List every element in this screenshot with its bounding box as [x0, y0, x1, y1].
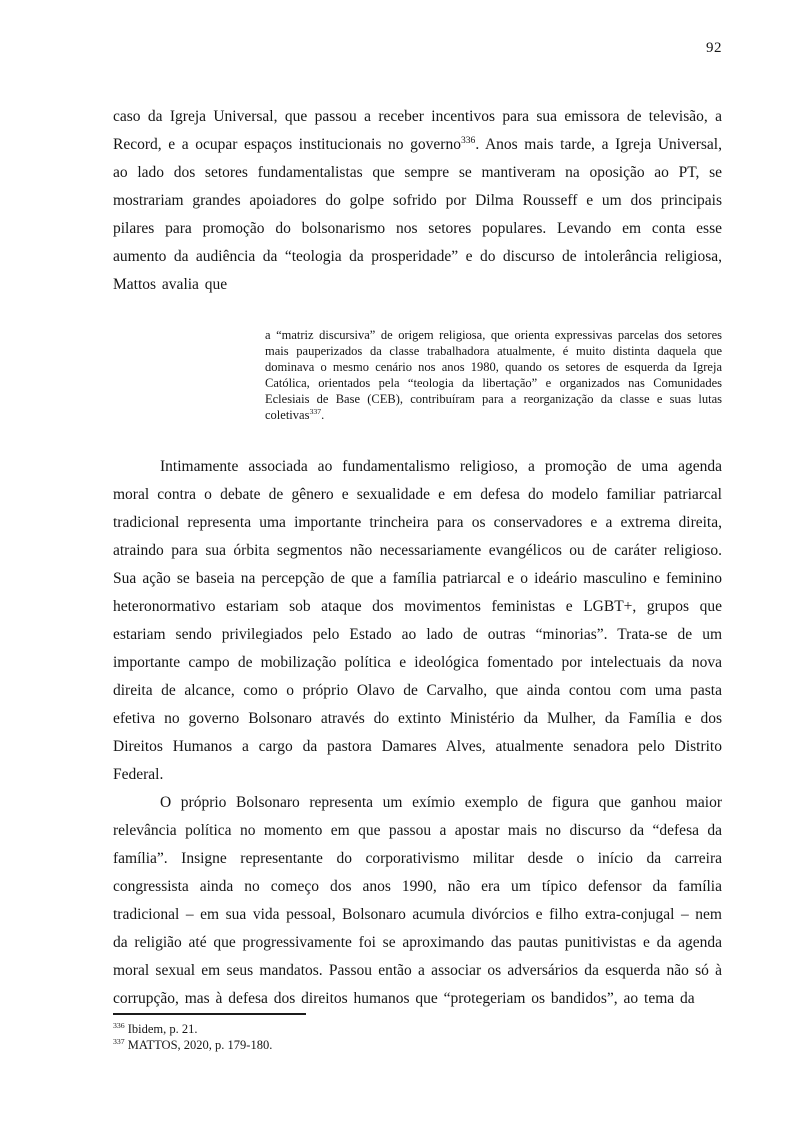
footnote-reference: 337 [113, 1036, 125, 1046]
page-number: 92 [706, 40, 722, 56]
block-quote-mattos: a “matriz discursiva” de origem religiosa, que orienta expressivas parcelas dos setores mais pauperizados da classe trabalhadora atualmente, é muito distinta daquela que dominava o mesmo cenário nos anos 1980, quando os setores de esquerda da Igreja Católica, orientados pela “teologia da libertação” e organizados nas Comunidades Eclesiais de Base (CEB), contribuíram para a reorganização da classe e suas lutas coletivas$^{337}$. [265, 328, 722, 422]
footnote-reference: 336 [113, 1020, 125, 1030]
paragraph-bolsonaro: O próprio Bolsonaro representa um exímio exemplo de figura que ganhou maior relevância política no momento em que passou a apostar mais no discurso da “defesa da família”. Insigne representante do corporativismo militar desde o início da carreira congressista ainda no começo dos anos 1990, não era um típico defensor da família tradicional – em sua vida pessoal, Bolsonaro acumula divórcios e filho extra-conjugal – nem da religião até que progressivamente foi se aproximando das pautas punitivistas e da agenda moral sexual em seus mandatos. Passou então a associar os adversários da esquerda não só à corrupção, mas à defesa dos direitos humanos que “protegeriam os bandidos”, ao tema da [113, 794, 722, 1007]
paragraph-igreja-universal: caso da Igreja Universal, que passou a receber incentivos para sua emissora de televisão, a Record, e a ocupar espaços institucionais no governo$^{336}$. Anos mais tarde, a Igreja Universal, ao lado dos setores fundamentalistas que sempre se mantiveram na oposição ao PT, se mostrariam grandes apoiadores do golpe sofrido por Dilma Rousseff e um dos principais pilares para promoção do bolsonarismo nos setores populares. Levando em conta esse aumento da audiência da “teologia da prosperidade” e do discurso de intolerância religiosa, Mattos avalia que [113, 108, 722, 293]
footnote-337: $^{337}$ MATTOS, 2020, p. 179-180. [113, 1036, 273, 1052]
paragraph-agenda-moral: Intimamente associada ao fundamentalismo religioso, a promoção de uma agenda moral contra o debate de gênero e sexualidade e em defesa do modelo familiar patriarcal tradicional representa uma importante trincheira para os conservadores e a extrema direita, atraindo para sua órbita segmentos não necessariamente evangélicos ou de caráter religioso. Sua ação se baseia na percepção de que a família patriarcal e o ideário masculino e feminino heteronormativo estariam sob ataque dos movimentos feministas e LGBT+, grupos que estariam sendo privilegiados pelo Estado ao lado de outras “minorias”. Trata-se de um importante campo de mobilização política e ideológica fomentado por intelectuais da nova direita de alcance, como o próprio Olavo de Carvalho, que ainda contou com uma pasta efetiva no governo Bolsonaro através do extinto Ministério da Mulher, da Família e dos Direitos Humanos a cargo da pastora Damares Alves, atualmente senadora pelo Distrito Federal. [113, 458, 722, 783]
footnote-separator [113, 1013, 306, 1015]
footnote-reference: 337 [309, 406, 322, 416]
page-content [113, 103, 722, 1013]
footnote-reference: 336 [460, 134, 476, 146]
footnotes-section [113, 1013, 722, 1053]
footnote-336: $^{336}$ Ibidem, p. 21. [113, 1020, 198, 1036]
